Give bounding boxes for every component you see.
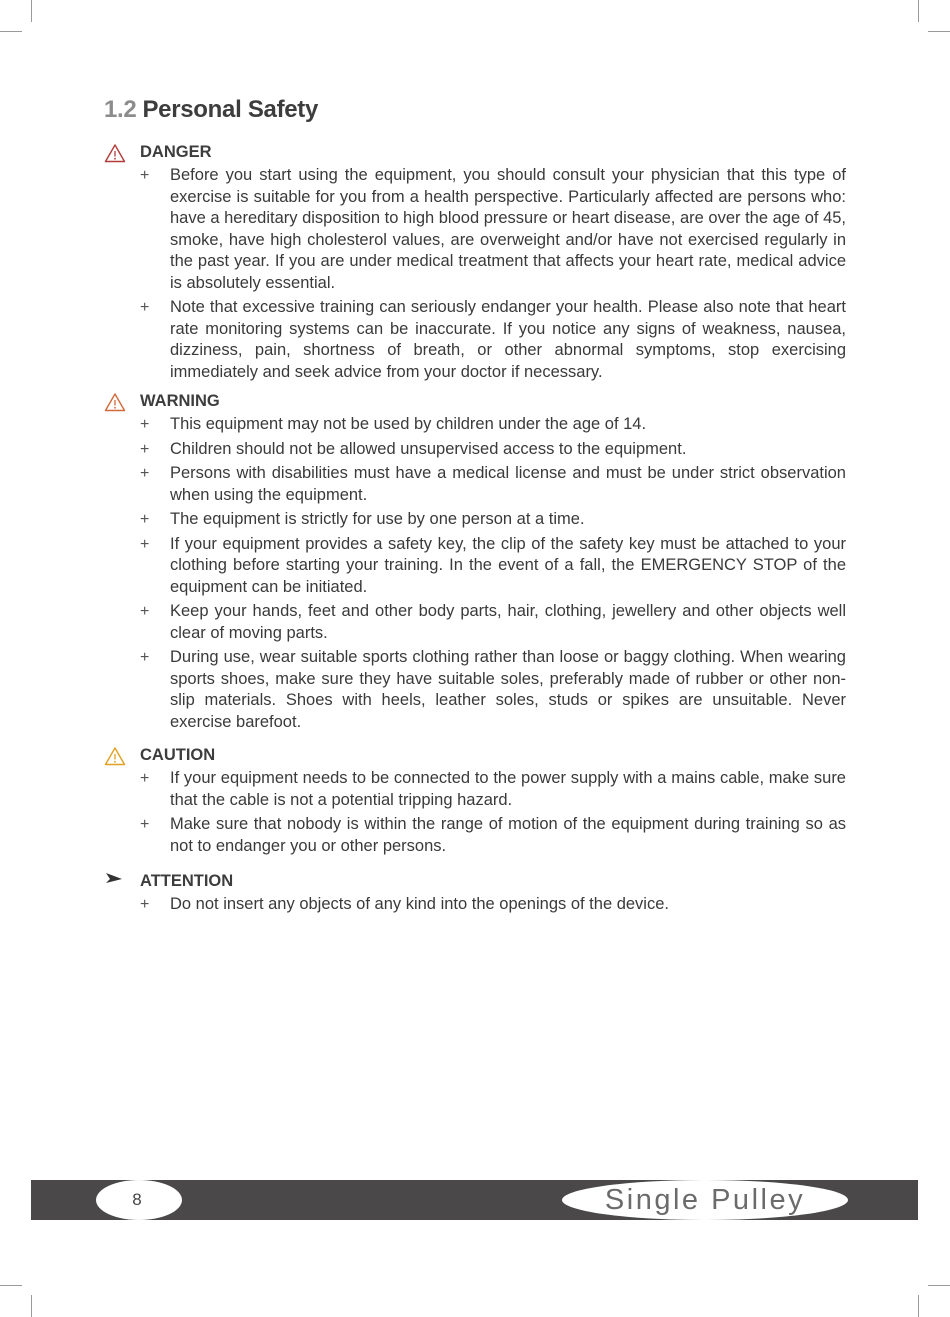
warning-triangle-icon — [104, 746, 126, 766]
list-item-text: During use, wear suitable sports clothing rather than loose or baggy clothing. When wearing sports shoes, make sure they have suitable soles, preferably made of rubber or other non-slip materials. Shoes with heels, leather soles, studs or spikes are unsuitable. Never exercise barefoot. — [170, 648, 846, 731]
section-heading-text: ATTENTION — [140, 872, 234, 890]
crop-mark — [31, 1295, 32, 1317]
section-heading-text: CAUTION — [140, 746, 216, 764]
list-item-text: Persons with disabilities must have a medical license and must be under strict observation when using the equipment. — [170, 464, 846, 504]
crop-mark — [0, 31, 22, 32]
safety-section-warning — [104, 389, 846, 733]
section-number: 1.2 — [104, 96, 137, 123]
list-item — [140, 439, 846, 461]
plus-bullet-icon: + — [140, 299, 150, 316]
crop-mark — [0, 1285, 22, 1286]
list-item-text: Keep your hands, feet and other body parts, hair, clothing, jewellery and other objects well clear of moving parts. — [170, 602, 846, 642]
list-item — [140, 165, 846, 294]
plus-bullet-icon: + — [140, 535, 150, 553]
safety-section-danger — [104, 140, 846, 383]
list-item-text: This equipment may not be used by children under the age of 14. — [170, 415, 647, 433]
crop-mark — [918, 0, 919, 22]
plus-bullet-icon: + — [140, 770, 150, 787]
plus-bullet-icon: + — [140, 649, 150, 666]
plus-bullet-icon: + — [140, 440, 150, 458]
page-number: 8 — [132, 1190, 142, 1209]
list-item — [140, 534, 846, 599]
list-item-text: Make sure that nobody is within the range of motion of the equipment during training so as not to endanger you or other persons. — [170, 815, 846, 855]
list-item — [140, 463, 846, 506]
section-heading — [140, 743, 846, 768]
bullet-list — [140, 165, 846, 383]
crop-mark — [918, 1295, 919, 1317]
section-heading-text: WARNING — [140, 392, 220, 410]
section-heading — [140, 140, 846, 165]
list-item-text: Children should not be allowed unsupervised access to the equipment. — [170, 439, 687, 458]
crop-mark — [31, 0, 32, 22]
product-name: Single Pulley — [604, 1184, 806, 1216]
safety-section-attention — [104, 869, 846, 916]
section-heading — [140, 389, 846, 414]
crop-mark — [928, 1285, 950, 1286]
list-item — [140, 814, 846, 857]
plus-bullet-icon: + — [140, 416, 150, 433]
list-item — [140, 414, 846, 436]
list-item — [140, 768, 846, 811]
crop-mark — [928, 31, 950, 32]
list-item-text: Before you start using the equipment, you should consult your physician that this type of exercise is suitable for you from a health perspective. Particularly affected are persons who: have a hereditary disposition to high blood pressure or heart disease, are over the age of 45, smoke, have high cholesterol values, are overweight and/or have not exercised regularly in the past year. If you are under medical treatment that affects your heart rate, medical advice is absolutely essential. — [170, 166, 847, 292]
section-title: Personal Safety — [142, 96, 319, 123]
safety-section-caution — [104, 743, 846, 857]
plus-bullet-icon: + — [140, 816, 150, 833]
list-item-text: If your equipment needs to be connected to the power supply with a mains cable, make sure that the cable is not a potential tripping hazard. — [170, 769, 846, 809]
section-heading — [140, 869, 846, 894]
list-item — [140, 894, 846, 916]
list-item-text: Do not insert any objects of any kind into the openings of the device. — [170, 895, 669, 913]
warning-triangle-icon — [104, 392, 126, 412]
safety-content — [104, 140, 846, 919]
plus-bullet-icon: + — [140, 465, 150, 482]
list-item — [140, 297, 846, 383]
plus-bullet-icon: + — [140, 167, 150, 184]
plus-bullet-icon: + — [140, 896, 150, 913]
list-item — [140, 509, 846, 531]
bullet-list — [140, 894, 846, 916]
section-heading-text: DANGER — [140, 143, 212, 161]
list-item-text: If your equipment provides a safety key, the clip of the safety key must be attached to your clothing before starting your training. In the event of a fall, the EMERGENCY STOP of the equipment can be initiated. — [170, 534, 846, 596]
plus-bullet-icon: + — [140, 603, 150, 620]
warning-triangle-icon — [104, 143, 126, 163]
bullet-list — [140, 414, 846, 733]
list-item-text: Note that excessive training can seriously endanger your health. Please also note that heart rate monitoring systems can be inaccurate. If you notice any signs of weakness, nausea, dizziness, pain, shortness of breath, or other abnormal symptoms, stop exercising immediately and seek advice from your doctor if necessary. — [170, 298, 846, 381]
plus-bullet-icon: + — [140, 511, 150, 528]
page-title — [104, 96, 318, 124]
bullet-list — [140, 768, 846, 857]
pointer-arrow-icon — [104, 870, 126, 890]
list-item — [140, 647, 846, 733]
list-item-text: The equipment is strictly for use by one person at a time. — [170, 510, 585, 528]
list-item — [140, 601, 846, 644]
